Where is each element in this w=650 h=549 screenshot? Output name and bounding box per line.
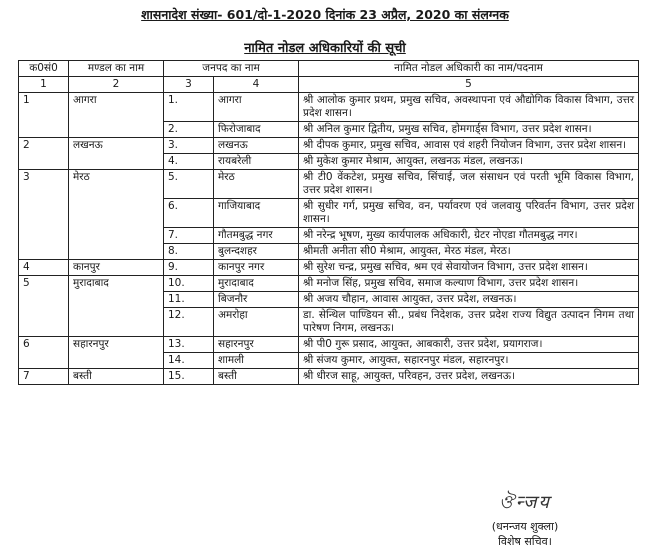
col-header-sn: क0सं0 (19, 61, 69, 77)
list-title: नामित नोडल अधिकारियों की सूची (244, 41, 406, 56)
col-header-division: मण्डल का नाम (69, 61, 164, 77)
table-row (19, 276, 639, 292)
serial-number-cell: 4 (19, 260, 69, 276)
district-cell: सहारनपुर (214, 337, 299, 353)
header-row (19, 61, 639, 77)
district-number-cell: 1. (164, 93, 214, 122)
division-cell: मेरठ (69, 170, 164, 260)
district-number-cell: 12. (164, 308, 214, 337)
table-row (19, 170, 639, 199)
officer-cell: श्री अनिल कुमार द्वितीय, प्रमुख सचिव, होमगार्ड्स विभाग, उत्तर प्रदेश शासन। (299, 122, 639, 138)
col-number: 4 (214, 77, 299, 93)
district-number-cell: 14. (164, 353, 214, 369)
district-cell: मेरठ (214, 170, 299, 199)
col-number: 5 (299, 77, 639, 93)
officer-cell: श्री धीरज साहू, आयुक्त, परिवहन, उत्तर प्रदेश, लखनऊ। (299, 369, 639, 385)
table-row (19, 337, 639, 353)
district-number-cell: 3. (164, 138, 214, 154)
district-number-cell: 10. (164, 276, 214, 292)
signatory-designation: विशेष सचिव। (498, 535, 552, 548)
district-number-cell: 15. (164, 369, 214, 385)
district-number-cell: 8. (164, 244, 214, 260)
table-body (19, 93, 639, 385)
division-cell: आगरा (69, 93, 164, 138)
district-cell: फिरोजाबाद (214, 122, 299, 138)
division-cell: सहारनपुर (69, 337, 164, 369)
signatory-name: (धनन्जय शुक्ला) (491, 520, 559, 533)
officer-cell: श्री आलोक कुमार प्रथम, प्रमुख सचिव, अवस्थापना एवं औद्योगिक विकास विभाग, उत्तर प्रदेश शासन। (299, 93, 639, 122)
serial-number-cell: 7 (19, 369, 69, 385)
district-cell: लखनऊ (214, 138, 299, 154)
district-number-cell: 7. (164, 228, 214, 244)
column-number-row (19, 77, 639, 93)
district-number-cell: 4. (164, 154, 214, 170)
officer-cell: श्री नरेन्द्र भूषण, मुख्य कार्यपालक अधिकारी, ग्रेटर नोएडा गौतमबुद्ध नगर। (299, 228, 639, 244)
district-cell: गाजियाबाद (214, 199, 299, 228)
officer-cell: श्रीमती अनीता सी0 मेश्राम, आयुक्त, मेरठ मंडल, मेरठ। (299, 244, 639, 260)
district-number-cell: 9. (164, 260, 214, 276)
district-number-cell: 11. (164, 292, 214, 308)
officer-cell: श्री मुकेश कुमार मेश्राम, आयुक्त, लखनऊ मंडल, लखनऊ। (299, 154, 639, 170)
district-cell: बिजनौर (214, 292, 299, 308)
table-row (19, 369, 639, 385)
district-cell: अमरोहा (214, 308, 299, 337)
officer-cell: डा. सेन्थिल पाण्डियन सी., प्रबंध निदेशक, उत्तर प्रदेश राज्य विद्युत उत्पादन निगम तथा पारेषण निगम, लखनऊ। (299, 308, 639, 337)
district-number-cell: 2. (164, 122, 214, 138)
officer-cell: श्री सुधीर गर्ग, प्रमुख सचिव, वन, पर्यावरण एवं जलवायु परिवर्तन विभाग, उत्तर प्रदेश शासन। (299, 199, 639, 228)
district-cell: मुरादाबाद (214, 276, 299, 292)
col-number: 2 (69, 77, 164, 93)
document-header (0, 6, 650, 23)
order-reference: शासनादेश संख्या- 601/दो-1-2020 दिनांक 23 अप्रैल, 2020 का संलग्नक (141, 7, 509, 22)
officers-table (18, 60, 639, 385)
division-cell: मुरादाबाद (69, 276, 164, 337)
table-row (19, 93, 639, 122)
district-cell: गौतमबुद्ध नगर (214, 228, 299, 244)
serial-number-cell: 5 (19, 276, 69, 337)
officer-cell: श्री मनोज सिंह, प्रमुख सचिव, समाज कल्याण विभाग, उत्तर प्रदेश शासन। (299, 276, 639, 292)
col-number: 3 (164, 77, 214, 93)
serial-number-cell: 3 (19, 170, 69, 260)
officer-cell: श्री दीपक कुमार, प्रमुख सचिव, आवास एवं शहरी नियोजन विभाग, उत्तर प्रदेश शासन। (299, 138, 639, 154)
district-number-cell: 13. (164, 337, 214, 353)
district-number-cell: 5. (164, 170, 214, 199)
officer-cell: श्री सुरेश चन्द्र, प्रमुख सचिव, श्रम एवं सेवायोजन विभाग, उत्तर प्रदेश शासन। (299, 260, 639, 276)
table-row (19, 138, 639, 154)
division-cell: लखनऊ (69, 138, 164, 170)
col-number: 1 (19, 77, 69, 93)
district-cell: आगरा (214, 93, 299, 122)
officer-cell: श्री अजय चौहान, आवास आयुक्त, उत्तर प्रदेश, लखनऊ। (299, 292, 639, 308)
district-number-cell: 6. (164, 199, 214, 228)
document-title (0, 38, 650, 56)
district-cell: कानपुर नगर (214, 260, 299, 276)
district-cell: शामली (214, 353, 299, 369)
district-cell: बुलन्दशहर (214, 244, 299, 260)
officer-cell: श्री टी0 वेंकटेश, प्रमुख सचिव, सिंचाई, जल संसाधन एवं परती भूमि विकास विभाग, उत्तर प्रदेश शासन। (299, 170, 639, 199)
col-header-officer: नामित नोडल अधिकारी का नाम/पदनाम (299, 61, 639, 77)
officer-cell: श्री संजय कुमार, आयुक्त, सहारनपुर मंडल, सहारनपुर। (299, 353, 639, 369)
division-cell: कानपुर (69, 260, 164, 276)
division-cell: बस्ती (69, 369, 164, 385)
handwritten-signature: ঔन्जय (499, 492, 551, 513)
table-row (19, 260, 639, 276)
serial-number-cell: 6 (19, 337, 69, 369)
officer-cell: श्री पी0 गुरू प्रसाद, आयुक्त, आबकारी, उत्तर प्रदेश, प्रयागराज। (299, 337, 639, 353)
district-cell: बस्ती (214, 369, 299, 385)
col-header-district: जनपद का नाम (164, 61, 299, 77)
serial-number-cell: 1 (19, 93, 69, 138)
serial-number-cell: 2 (19, 138, 69, 170)
district-cell: रायबरेली (214, 154, 299, 170)
